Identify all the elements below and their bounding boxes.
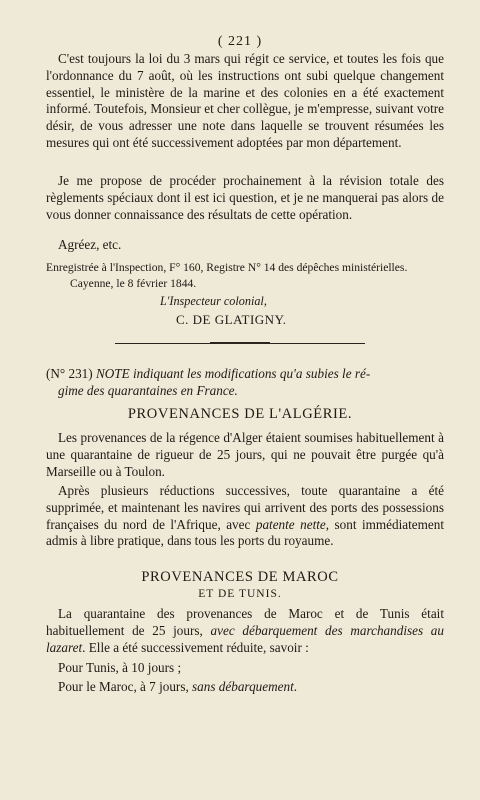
maroc-paragraph-1 [46, 606, 444, 656]
algerie-paragraph-1: Les provenances de la régence d'Alger étaient soumises habituellement à une quarantaine de rigueur de 25 jours, qui ne pouvait être purgée qu'à Marseille ou à Toulon. [46, 430, 444, 479]
maroc-line-emphasis: sans débarquement [192, 679, 294, 694]
maroc-p1-end: . Elle a été successivement réduite, savoir : [82, 639, 309, 655]
note-number: (N° 231) [46, 366, 93, 381]
place-date: Cayenne, le 8 février 1844. [70, 277, 197, 290]
registration-line: Enregistrée à l'Inspection, F° 160, Registre N° 14 des dépêches ministérielles. [46, 261, 408, 274]
tunis-line: Pour Tunis, à 10 jours ; [58, 660, 182, 675]
maroc-line-end: . [293, 679, 298, 694]
page-number: ( 221 ) [217, 34, 263, 49]
subheading-tunis: ET DE TUNIS. [198, 588, 282, 600]
algerie-p2-text: Après plusieurs réductions successives, toute quarantaine a été supprimée, et maintenant les navires qui arrivent des ports des possessions françaises du nord de l'Afrique, avec [46, 483, 444, 532]
maroc-p1-text: La quarantaine des provenances de Maroc et de Tunis était habituellement de 25 jours, [46, 606, 444, 638]
letter-paragraph-2: Je me propose de procéder prochainement à la révision totale des règlements spéciaux dont il est ici question, et je ne manquerai pas alors de vous donner connaissance des résultats de cette opération. [46, 173, 444, 222]
note-heading [46, 366, 444, 399]
letter-closing: Agréez, etc. [58, 237, 122, 252]
letter-paragraph-1: C'est toujours la loi du 3 mars qui régit ce service, et toutes les fois que l'ordonnance du 7 août, où les instructions ont subi quelque changement essentiel, le ministère de la marine et des colonies en a été exactement informé. Toutefois, Monsieur et cher collègue, je m'empresse, suivant votre désir, de vous adresser une note dans laquelle se trouvent résumées les mesures qui ont été successivement adoptées par mon département. [46, 51, 444, 150]
algerie-paragraph-2 [46, 483, 444, 550]
heading-algerie: PROVENANCES DE L'ALGÉRIE. [127, 406, 353, 422]
heading-maroc: PROVENANCES DE MAROC [141, 569, 339, 585]
algerie-p2-emphasis: patente nette [255, 516, 326, 532]
maroc-line [58, 679, 297, 695]
maroc-p1-emphasis: avec débarquement des marchandises au lazaret [46, 622, 444, 655]
section-divider [115, 343, 365, 344]
signer-title: L'Inspecteur colonial, [160, 294, 267, 308]
algerie-p2-end: , sont immédiatement admis à libre pratique, dans tous les ports du royaume. [46, 516, 445, 549]
note-title-line1: NOTE indiquant les modifications qu'a subies le ré- [95, 366, 371, 381]
signature: C. DE GLATIGNY. [176, 312, 287, 327]
maroc-line-text: Pour le Maroc, à 7 jours, [58, 679, 193, 694]
note-title-line2: gime des quarantaines en France. [58, 382, 238, 398]
